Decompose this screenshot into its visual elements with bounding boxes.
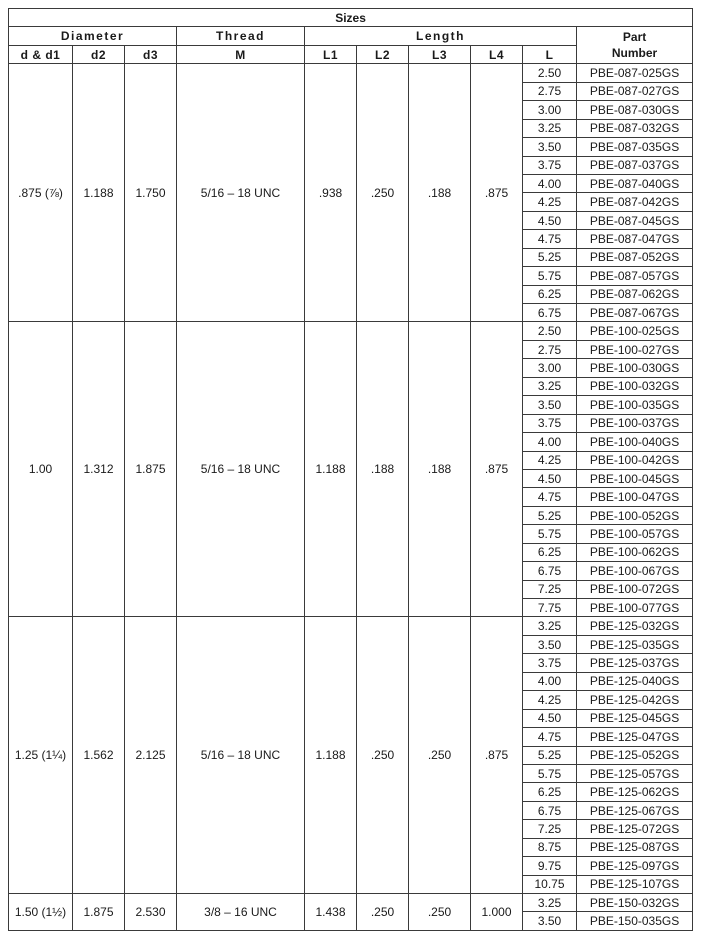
length-l-cell: 5.75 bbox=[523, 267, 577, 285]
col-header-l: L bbox=[523, 45, 577, 63]
length-l-cell: 5.25 bbox=[523, 746, 577, 764]
part-number-cell: PBE-100-030GS bbox=[577, 359, 693, 377]
part-number-cell: PBE-125-040GS bbox=[577, 672, 693, 690]
length-l-cell: 3.50 bbox=[523, 396, 577, 414]
part-number-cell: PBE-087-040GS bbox=[577, 174, 693, 192]
part-number-cell: PBE-100-067GS bbox=[577, 562, 693, 580]
part-number-cell: PBE-100-047GS bbox=[577, 488, 693, 506]
part-number-cell: PBE-125-062GS bbox=[577, 783, 693, 801]
length-l-cell: 3.00 bbox=[523, 101, 577, 119]
length-l-cell: 4.75 bbox=[523, 488, 577, 506]
length-l-cell: 3.50 bbox=[523, 912, 577, 930]
part-number-cell: PBE-125-035GS bbox=[577, 635, 693, 653]
thread-m-cell: 5/16 – 18 UNC bbox=[177, 64, 305, 322]
part-number-cell: PBE-100-035GS bbox=[577, 396, 693, 414]
length-l4-cell: 1.000 bbox=[471, 894, 523, 931]
length-l-cell: 3.25 bbox=[523, 617, 577, 635]
part-number-cell: PBE-100-040GS bbox=[577, 433, 693, 451]
part-number-cell: PBE-087-030GS bbox=[577, 101, 693, 119]
thread-m-cell: 5/16 – 18 UNC bbox=[177, 617, 305, 894]
col-header-d2: d2 bbox=[73, 45, 125, 63]
col-header-l1: L1 bbox=[305, 45, 357, 63]
thread-m-cell: 3/8 – 16 UNC bbox=[177, 894, 305, 931]
title-row bbox=[9, 9, 693, 27]
part-number-cell: PBE-087-067GS bbox=[577, 304, 693, 322]
length-l-cell: 4.75 bbox=[523, 728, 577, 746]
length-l-cell: 4.50 bbox=[523, 709, 577, 727]
length-l-cell: 4.00 bbox=[523, 433, 577, 451]
part-number-cell: PBE-100-062GS bbox=[577, 543, 693, 561]
length-l-cell: 2.75 bbox=[523, 82, 577, 100]
diameter-header: Diameter bbox=[9, 27, 177, 45]
length-l-cell: 3.75 bbox=[523, 654, 577, 672]
part-number-cell: PBE-100-027GS bbox=[577, 340, 693, 358]
diameter-d-d1-cell: 1.25 (1¼) bbox=[9, 617, 73, 894]
part-number-cell: PBE-125-042GS bbox=[577, 691, 693, 709]
part-number-cell: PBE-125-067GS bbox=[577, 801, 693, 819]
part-header-line1: Part bbox=[622, 30, 647, 45]
length-l-cell: 6.25 bbox=[523, 543, 577, 561]
col-header-l2: L2 bbox=[357, 45, 409, 63]
length-l-cell: 2.50 bbox=[523, 322, 577, 340]
length-l-cell: 7.25 bbox=[523, 580, 577, 598]
length-l3-cell: .250 bbox=[409, 894, 471, 931]
part-number-cell: PBE-150-035GS bbox=[577, 912, 693, 930]
length-l-cell: 5.75 bbox=[523, 525, 577, 543]
col-header-l3: L3 bbox=[409, 45, 471, 63]
part-number-cell: PBE-125-072GS bbox=[577, 820, 693, 838]
diameter-d2-cell: 1.312 bbox=[73, 322, 125, 617]
length-l-cell: 2.75 bbox=[523, 340, 577, 358]
thread-header: Thread bbox=[177, 27, 305, 45]
length-l-cell: 4.50 bbox=[523, 211, 577, 229]
part-number-cell: PBE-100-077GS bbox=[577, 599, 693, 617]
length-l1-cell: 1.438 bbox=[305, 894, 357, 931]
length-l-cell: 3.50 bbox=[523, 138, 577, 156]
length-l-cell: 3.25 bbox=[523, 377, 577, 395]
part-number-cell: PBE-087-047GS bbox=[577, 230, 693, 248]
length-l-cell: 2.50 bbox=[523, 64, 577, 82]
diameter-d3-cell: 1.875 bbox=[125, 322, 177, 617]
sizes-body bbox=[9, 64, 693, 931]
part-number-cell: PBE-087-037GS bbox=[577, 156, 693, 174]
length-l-cell: 5.25 bbox=[523, 506, 577, 524]
length-l-cell: 6.75 bbox=[523, 304, 577, 322]
length-l-cell: 4.00 bbox=[523, 174, 577, 192]
diameter-d2-cell: 1.875 bbox=[73, 894, 125, 931]
length-l1-cell: 1.188 bbox=[305, 617, 357, 894]
length-l-cell: 6.25 bbox=[523, 285, 577, 303]
table-row bbox=[9, 322, 693, 340]
sizes-table bbox=[8, 8, 693, 931]
diameter-d-d1-cell: .875 (⅞) bbox=[9, 64, 73, 322]
part-number-cell: PBE-087-035GS bbox=[577, 138, 693, 156]
length-l2-cell: .250 bbox=[357, 894, 409, 931]
length-l-cell: 10.75 bbox=[523, 875, 577, 893]
part-header-line2: Number bbox=[611, 46, 658, 61]
table-row bbox=[9, 64, 693, 82]
length-l3-cell: .250 bbox=[409, 617, 471, 894]
length-l2-cell: .188 bbox=[357, 322, 409, 617]
length-l-cell: 4.75 bbox=[523, 230, 577, 248]
col-header-d-d1: d & d1 bbox=[9, 45, 73, 63]
length-l-cell: 4.50 bbox=[523, 469, 577, 487]
part-number-cell: PBE-100-045GS bbox=[577, 469, 693, 487]
diameter-d-d1-cell: 1.00 bbox=[9, 322, 73, 617]
part-number-cell: PBE-087-062GS bbox=[577, 285, 693, 303]
length-l-cell: 3.75 bbox=[523, 156, 577, 174]
part-number-cell: PBE-125-097GS bbox=[577, 857, 693, 875]
diameter-d3-cell: 1.750 bbox=[125, 64, 177, 322]
part-number-cell: PBE-125-045GS bbox=[577, 709, 693, 727]
part-number-cell: PBE-125-032GS bbox=[577, 617, 693, 635]
length-l-cell: 4.25 bbox=[523, 193, 577, 211]
part-number-cell: PBE-087-045GS bbox=[577, 211, 693, 229]
length-l-cell: 8.75 bbox=[523, 838, 577, 856]
part-number-cell: PBE-100-032GS bbox=[577, 377, 693, 395]
part-number-cell: PBE-100-057GS bbox=[577, 525, 693, 543]
length-l3-cell: .188 bbox=[409, 64, 471, 322]
part-number-cell: PBE-125-052GS bbox=[577, 746, 693, 764]
part-number-cell: PBE-087-027GS bbox=[577, 82, 693, 100]
length-l-cell: 6.75 bbox=[523, 562, 577, 580]
part-number-cell: PBE-087-042GS bbox=[577, 193, 693, 211]
length-l-cell: 7.75 bbox=[523, 599, 577, 617]
part-number-cell: PBE-150-032GS bbox=[577, 894, 693, 912]
part-number-cell: PBE-100-072GS bbox=[577, 580, 693, 598]
length-l-cell: 5.25 bbox=[523, 248, 577, 266]
length-l2-cell: .250 bbox=[357, 617, 409, 894]
part-number-cell: PBE-125-057GS bbox=[577, 764, 693, 782]
length-l-cell: 3.25 bbox=[523, 119, 577, 137]
col-header-l4: L4 bbox=[471, 45, 523, 63]
length-l-cell: 3.25 bbox=[523, 894, 577, 912]
thread-m-cell: 5/16 – 18 UNC bbox=[177, 322, 305, 617]
length-l-cell: 4.00 bbox=[523, 672, 577, 690]
length-l2-cell: .250 bbox=[357, 64, 409, 322]
length-l4-cell: .875 bbox=[471, 617, 523, 894]
part-number-cell: PBE-100-042GS bbox=[577, 451, 693, 469]
part-number-cell: PBE-087-025GS bbox=[577, 64, 693, 82]
diameter-d2-cell: 1.562 bbox=[73, 617, 125, 894]
length-l-cell: 5.75 bbox=[523, 764, 577, 782]
part-number-cell: PBE-087-032GS bbox=[577, 119, 693, 137]
col-header-d3: d3 bbox=[125, 45, 177, 63]
length-l-cell: 9.75 bbox=[523, 857, 577, 875]
length-l1-cell: .938 bbox=[305, 64, 357, 322]
length-l1-cell: 1.188 bbox=[305, 322, 357, 617]
length-l-cell: 7.25 bbox=[523, 820, 577, 838]
length-l-cell: 3.75 bbox=[523, 414, 577, 432]
col-header-m: M bbox=[177, 45, 305, 63]
part-number-cell: PBE-100-037GS bbox=[577, 414, 693, 432]
part-number-cell: PBE-125-107GS bbox=[577, 875, 693, 893]
diameter-d3-cell: 2.125 bbox=[125, 617, 177, 894]
length-l-cell: 4.25 bbox=[523, 451, 577, 469]
length-header: Length bbox=[305, 27, 577, 45]
length-l-cell: 6.75 bbox=[523, 801, 577, 819]
length-l4-cell: .875 bbox=[471, 322, 523, 617]
part-number-cell: PBE-087-052GS bbox=[577, 248, 693, 266]
part-number-header bbox=[577, 27, 693, 64]
part-number-cell: PBE-100-025GS bbox=[577, 322, 693, 340]
length-l-cell: 4.25 bbox=[523, 691, 577, 709]
part-number-cell: PBE-087-057GS bbox=[577, 267, 693, 285]
part-number-cell: PBE-125-037GS bbox=[577, 654, 693, 672]
table-row bbox=[9, 617, 693, 635]
table-row bbox=[9, 894, 693, 912]
group-header-row bbox=[9, 27, 693, 45]
diameter-d-d1-cell: 1.50 (1½) bbox=[9, 894, 73, 931]
diameter-d2-cell: 1.188 bbox=[73, 64, 125, 322]
length-l-cell: 3.00 bbox=[523, 359, 577, 377]
part-number-cell: PBE-125-087GS bbox=[577, 838, 693, 856]
length-l-cell: 6.25 bbox=[523, 783, 577, 801]
table-title: Sizes bbox=[9, 9, 693, 27]
part-number-cell: PBE-125-047GS bbox=[577, 728, 693, 746]
length-l4-cell: .875 bbox=[471, 64, 523, 322]
length-l-cell: 3.50 bbox=[523, 635, 577, 653]
diameter-d3-cell: 2.530 bbox=[125, 894, 177, 931]
length-l3-cell: .188 bbox=[409, 322, 471, 617]
part-number-cell: PBE-100-052GS bbox=[577, 506, 693, 524]
